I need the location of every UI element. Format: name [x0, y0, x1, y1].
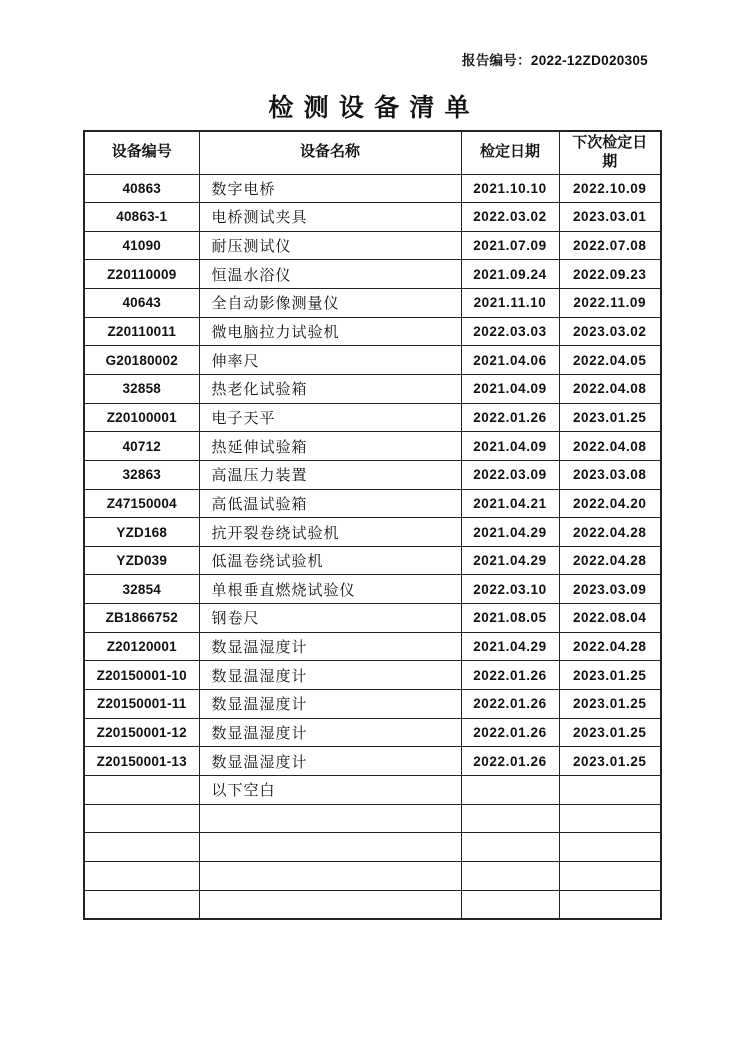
equipment-id-cell: YZD039	[84, 546, 199, 575]
next-calibration-date-cell: 2022.04.20	[559, 489, 661, 518]
equipment-name-cell: 数显温湿度计	[199, 661, 461, 690]
equipment-name-cell: 数显温湿度计	[199, 747, 461, 776]
equipment-name-cell	[199, 861, 461, 890]
table-row	[84, 632, 661, 661]
calibration-date-cell	[461, 804, 559, 833]
next-calibration-date-cell: 2023.03.02	[559, 317, 661, 346]
equipment-name-cell: 数显温湿度计	[199, 632, 461, 661]
table-row	[84, 890, 661, 919]
table-row	[84, 690, 661, 719]
table-row	[84, 174, 661, 203]
calibration-date-cell: 2021.04.29	[461, 546, 559, 575]
equipment-id-cell: Z20120001	[84, 632, 199, 661]
next-calibration-date-cell: 2022.10.09	[559, 174, 661, 203]
equipment-id-cell: ZB1866752	[84, 604, 199, 633]
equipment-name-cell: 恒温水浴仪	[199, 260, 461, 289]
calibration-date-cell: 2021.09.24	[461, 260, 559, 289]
header-row	[84, 131, 661, 174]
equipment-id-cell	[84, 890, 199, 919]
next-calibration-date-cell	[559, 861, 661, 890]
equipment-table	[83, 130, 662, 920]
equipment-id-cell: Z20150001-10	[84, 661, 199, 690]
equipment-name-cell	[199, 833, 461, 862]
column-header-next-calibration-date: 下次检定日期	[559, 131, 661, 174]
equipment-id-cell: Z20150001-13	[84, 747, 199, 776]
next-calibration-date-cell: 2022.11.09	[559, 289, 661, 318]
next-calibration-date-cell	[559, 775, 661, 804]
next-calibration-date-cell	[559, 804, 661, 833]
table-row	[84, 460, 661, 489]
next-calibration-date-cell: 2022.07.08	[559, 231, 661, 260]
equipment-id-cell: G20180002	[84, 346, 199, 375]
equipment-name-cell: 数显温湿度计	[199, 690, 461, 719]
table-row	[84, 260, 661, 289]
calibration-date-cell: 2022.01.26	[461, 718, 559, 747]
column-header-equipment-id: 设备编号	[84, 131, 199, 174]
table-row	[84, 432, 661, 461]
equipment-name-cell: 数字电桥	[199, 174, 461, 203]
table-row	[84, 518, 661, 547]
next-calibration-date-cell: 2023.03.09	[559, 575, 661, 604]
equipment-name-cell: 抗开裂卷绕试验机	[199, 518, 461, 547]
report-number: 报告编号：2022-12ZD020305	[461, 53, 648, 68]
equipment-id-cell	[84, 775, 199, 804]
equipment-name-cell: 数显温湿度计	[199, 718, 461, 747]
equipment-id-cell	[84, 804, 199, 833]
next-calibration-date-cell: 2023.03.08	[559, 460, 661, 489]
next-calibration-date-cell: 2022.04.28	[559, 546, 661, 575]
column-header-equipment-name: 设备名称	[199, 131, 461, 174]
next-calibration-date-cell: 2022.08.04	[559, 604, 661, 633]
table-row	[84, 604, 661, 633]
table-row	[84, 289, 661, 318]
table-row	[84, 489, 661, 518]
next-calibration-date-cell: 2022.04.28	[559, 518, 661, 547]
next-calibration-date-cell: 2023.03.01	[559, 203, 661, 232]
next-calibration-date-cell	[559, 890, 661, 919]
calibration-date-cell: 2022.01.26	[461, 661, 559, 690]
table-row	[84, 747, 661, 776]
next-calibration-date-cell: 2023.01.25	[559, 718, 661, 747]
calibration-date-cell: 2022.03.09	[461, 460, 559, 489]
table-header	[84, 131, 661, 174]
calibration-date-cell: 2021.04.09	[461, 432, 559, 461]
next-calibration-date-cell: 2022.09.23	[559, 260, 661, 289]
equipment-id-cell: Z20110009	[84, 260, 199, 289]
equipment-id-cell	[84, 833, 199, 862]
equipment-id-cell: Z20100001	[84, 403, 199, 432]
equipment-name-cell: 以下空白	[199, 775, 461, 804]
equipment-name-cell: 高温压力装置	[199, 460, 461, 489]
table-body	[84, 174, 661, 919]
equipment-id-cell: YZD168	[84, 518, 199, 547]
next-calibration-date-cell: 2022.04.28	[559, 632, 661, 661]
equipment-name-cell: 耐压测试仪	[199, 231, 461, 260]
calibration-date-cell: 2022.01.26	[461, 690, 559, 719]
table-row	[84, 804, 661, 833]
equipment-id-cell: Z20110011	[84, 317, 199, 346]
calibration-date-cell: 2021.07.09	[461, 231, 559, 260]
equipment-name-cell: 热延伸试验箱	[199, 432, 461, 461]
table-row	[84, 861, 661, 890]
equipment-name-cell: 全自动影像测量仪	[199, 289, 461, 318]
equipment-id-cell: 40863-1	[84, 203, 199, 232]
calibration-date-cell: 2021.04.21	[461, 489, 559, 518]
equipment-name-cell: 钢卷尺	[199, 604, 461, 633]
equipment-name-cell: 电桥测试夹具	[199, 203, 461, 232]
table-row	[84, 317, 661, 346]
next-calibration-date-cell	[559, 833, 661, 862]
next-calibration-date-cell: 2022.04.08	[559, 432, 661, 461]
equipment-id-cell: 40643	[84, 289, 199, 318]
equipment-id-cell: Z20150001-11	[84, 690, 199, 719]
calibration-date-cell: 2022.03.02	[461, 203, 559, 232]
equipment-id-cell	[84, 861, 199, 890]
calibration-date-cell: 2021.04.06	[461, 346, 559, 375]
equipment-id-cell: Z20150001-12	[84, 718, 199, 747]
next-calibration-date-cell: 2023.01.25	[559, 690, 661, 719]
calibration-date-cell: 2022.03.10	[461, 575, 559, 604]
calibration-date-cell	[461, 775, 559, 804]
equipment-name-cell: 低温卷绕试验机	[199, 546, 461, 575]
table-row	[84, 374, 661, 403]
table-row	[84, 403, 661, 432]
equipment-name-cell: 电子天平	[199, 403, 461, 432]
column-header-calibration-date: 检定日期	[461, 131, 559, 174]
table-row	[84, 346, 661, 375]
equipment-id-cell: 40863	[84, 174, 199, 203]
calibration-date-cell: 2021.10.10	[461, 174, 559, 203]
table-row	[84, 575, 661, 604]
calibration-date-cell	[461, 833, 559, 862]
page-title: 检 测 设 备 清 单	[268, 95, 472, 122]
equipment-id-cell: 41090	[84, 231, 199, 260]
equipment-name-cell: 热老化试验箱	[199, 374, 461, 403]
table-row	[84, 203, 661, 232]
table-row	[84, 231, 661, 260]
equipment-id-cell: 32858	[84, 374, 199, 403]
equipment-name-cell: 伸率尺	[199, 346, 461, 375]
next-calibration-date-cell: 2023.01.25	[559, 661, 661, 690]
equipment-id-cell: Z47150004	[84, 489, 199, 518]
equipment-name-cell: 单根垂直燃烧试验仪	[199, 575, 461, 604]
equipment-name-cell	[199, 890, 461, 919]
equipment-name-cell: 微电脑拉力试验机	[199, 317, 461, 346]
calibration-date-cell: 2021.04.29	[461, 518, 559, 547]
equipment-name-cell: 高低温试验箱	[199, 489, 461, 518]
next-calibration-date-cell: 2023.01.25	[559, 403, 661, 432]
next-calibration-date-cell: 2022.04.08	[559, 374, 661, 403]
equipment-id-cell: 32863	[84, 460, 199, 489]
equipment-name-cell	[199, 804, 461, 833]
calibration-date-cell	[461, 861, 559, 890]
table-row	[84, 833, 661, 862]
next-calibration-date-cell: 2022.04.05	[559, 346, 661, 375]
table-row	[84, 661, 661, 690]
calibration-date-cell: 2022.03.03	[461, 317, 559, 346]
calibration-date-cell: 2022.01.26	[461, 747, 559, 776]
calibration-date-cell: 2021.04.29	[461, 632, 559, 661]
calibration-date-cell: 2021.11.10	[461, 289, 559, 318]
calibration-date-cell: 2021.04.09	[461, 374, 559, 403]
next-calibration-date-cell: 2023.01.25	[559, 747, 661, 776]
calibration-date-cell: 2022.01.26	[461, 403, 559, 432]
table-row	[84, 718, 661, 747]
equipment-id-cell: 40712	[84, 432, 199, 461]
calibration-date-cell: 2021.08.05	[461, 604, 559, 633]
calibration-date-cell	[461, 890, 559, 919]
equipment-id-cell: 32854	[84, 575, 199, 604]
table-row	[84, 775, 661, 804]
table-row	[84, 546, 661, 575]
